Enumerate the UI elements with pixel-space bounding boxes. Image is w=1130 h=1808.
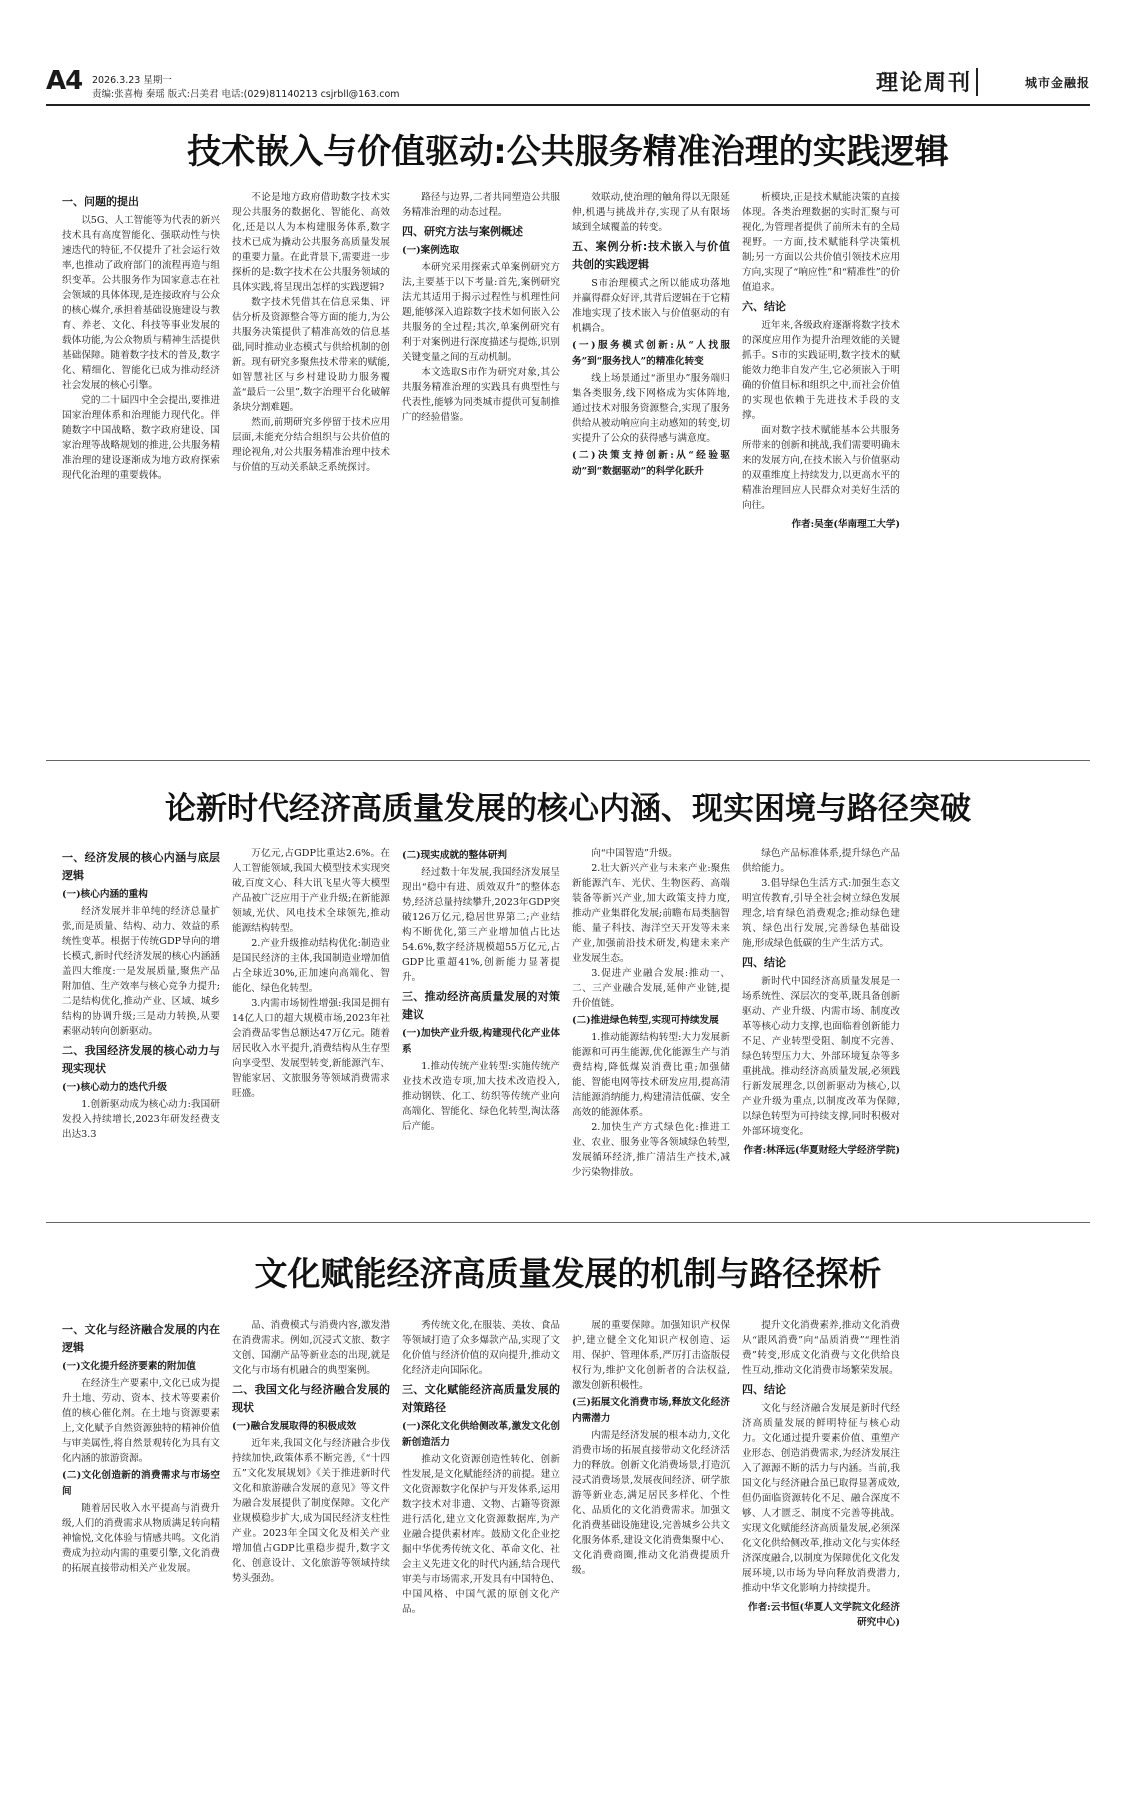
paper-name: 城市金融报 [1024,76,1090,90]
paragraph: 析模块,正是技术赋能决策的直接体现。各类治理数据的实时汇聚与可视化,为管理者提供了前所未有的全局视野。一方面,技术赋能科学决策机制;另一方面以公共价值引领技术应用方向,实现了“响应性”和“精准性”的价值追求。 [742,192,900,293]
page-header [46,66,1090,102]
author-byline: 作者:吴奎(华南理工大学) [791,519,900,530]
subsection-heading: (一)服务模式创新:从“人找服务”到“服务找人”的精准化转变 [572,340,730,367]
paragraph: 本研究采用探索式单案例研究方法,主要基于以下考量:首先,案例研究法尤其适用于揭示过程性与机理性问题,能够深入追踪数字技术如何嵌入公共服务的全过程;其次,单案例研究有利于对案例进行深度描述与提炼,识别关键变量之间的互动机制。 [402,262,560,363]
article-divider [46,1222,1090,1223]
author-byline: 作者:林泽远(华夏财经大学经济学院) [743,1145,900,1156]
date-line: 2026.3.23 星期一 [92,75,172,86]
section-heading: 一、问题的提出 [62,195,139,208]
paragraph: 经济发展并非单纯的经济总量扩张,而是质量、结构、动力、效益的系统性变革。根据于传统GDP导向的增长模式,新时代经济发展的核心内涵涵盖四大维度:一是发展质量,聚焦产品附加值、生产效率与核心竞争力提升;二是结构优化,推动产业、区域、城乡结构的协调升级;三是动力转换,从要素驱动转向创新驱动。 [62,906,220,1037]
subsection-heading: (一)核心内涵的重构 [62,889,148,900]
article-1-body [62,190,900,750]
paragraph: 不论是地方政府借助数字技术实现公共服务的数据化、智能化、高效化,还是以人为本构建服务体系,数字技术已成为撬动公共服务高质量发展的重要力量。在此背景下,需要进一步探析的是:数字技术在公共服务领域的具体实践,将呈现出怎样的实践逻辑? [232,192,390,293]
paragraph: 3.内需市场韧性增强:我国是拥有14亿人口的超大规模市场,2023年社会消费品零售总额达47万亿元。随着居民收入水平提升,消费结构从生存型向享受型、发展型转变,新能源汽车、智能家居、文旅服务等领域消费需求旺盛。 [232,998,390,1099]
subsection-heading: (二)推进绿色转型,实现可持续发展 [572,1015,719,1026]
section-heading: 三、推动经济高质量发展的对策建议 [402,990,560,1021]
header-rule [46,104,1090,106]
paragraph: 1.推动传统产业转型:实施传统产业技术改造专项,加大技术改造投入,推动钢铁、化工、纺织等传统产业向高端化、智能化、绿色化转型,淘汰落后产能。 [402,1061,560,1132]
paragraph: 线上场景通过“浙里办”服务端归集各类服务,线下网格成为实体阵地,通过技术对服务资源整合,实现了服务供给从被动响应向主动感知的转变,切实提升了公众的获得感与满意度。 [572,373,730,444]
article-title: 技术嵌入与价值驱动:公共服务精准治理的实践逻辑 [187,132,949,172]
paragraph: 向“中国智造”升级。 [591,848,678,859]
paragraph: 然而,前期研究多停留于技术应用层面,未能充分结合组织与公共价值的理论视角,对公共服务精准治理中技术与价值的互动关系缺乏系统探讨。 [232,417,390,473]
text-column [742,190,900,750]
text-column [232,846,390,1210]
subsection-heading: (二)决策支持创新:从“经验驱动”到“数据驱动”的科学化跃升 [572,450,730,477]
paragraph: S市治理模式之所以能成功落地并赢得群众好评,其背后逻辑在于它精准地实现了技术嵌入与价值驱动的有机耦合。 [572,278,730,334]
text-column [742,1318,900,1792]
section-heading: 一、经济发展的核心内涵与底层逻辑 [62,851,220,882]
paragraph: 1.创新驱动成为核心动力:我国研发投入持续增长,2023年研发经费支出达3.3 [62,1099,220,1140]
paragraph: 效联动,使治理的触角得以无限延伸,机遇与挑战并存,实现了从有限场域到全域覆盖的转变。 [572,192,730,233]
paragraph: 提升文化消费素养,推动文化消费从“跟风消费”向“品质消费”“理性消费”转变,形成文化消费与文化供给良性互动,推动文化消费市场繁荣发展。 [742,1320,900,1376]
paragraph: 新时代中国经济高质量发展是一场系统性、深层次的变革,既具备创新驱动、产业升级、内需市场、制度改革等核心动力支撑,也面临着创新能力不足、产业转型受阻、制度不完善、绿色转型压力大、外部环境复杂等多重挑战。推动经济高质量发展,必须践行新发展理念,以创新驱动为核心,以产业升级为重点,以制度改革为保障,以绿色转型为可持续支撑,同时积极对外部环境变化。 [742,976,900,1137]
subsection-heading: (三)拓展文化消费市场,释放文化经济内需潜力 [572,1397,730,1424]
paragraph: 品、消费模式与消费内容,激发潜在消费需求。例如,沉浸式文旅、数字文创、国潮产品等新业态的出现,就是文化与市场有机融合的典型案例。 [232,1320,390,1376]
paragraph: 内需是经济发展的根本动力,文化消费市场的拓展直接带动文化经济活力的释放。创新文化消费场景,打造沉浸式消费场景,发展夜间经济、研学旅游等新业态,满足居民多样化、个性化、品质化的文化消费需求。加强文化消费基础设施建设,完善城乡公共文化服务体系,建设文化消费集聚中心、文化消费商圈,推动文化消费提质升级。 [572,1430,730,1576]
article-3-body [62,1318,900,1792]
section-title: 理论周刊 [875,71,972,96]
paragraph: 数字技术凭借其在信息采集、评估分析及资源整合等方面的能力,为公共服务决策提供了精准高效的信息基础,同时推动业态模式与供给机制的创新。现有研究多聚焦技术带来的赋能,如智慧社区与乡村建设助力服务覆盖“最后一公里”,数字治理平台化破解条块分割难题。 [232,297,390,413]
paragraph: 面对数字技术赋能基本公共服务所带来的创新和挑战,我们需要明确未来的发展方向,在技术嵌入与价值驱动的双重维度上持续发力,以更高水平的精准治理回应人民群众对美好生活的向往。 [742,425,900,511]
article-title: 论新时代经济高质量发展的核心内涵、现实困境与路径突破 [165,791,971,827]
section-heading: 三、文化赋能经济高质量发展的对策路径 [402,1383,560,1414]
paragraph: 路径与边界,二者共同塑造公共服务精准治理的动态过程。 [402,192,560,218]
article-2-body [62,846,900,1210]
paragraph: 展的重要保障。加强知识产权保护,建立健全文化知识产权创造、运用、保护、管理体系,严厉打击盗版侵权行为,维护文化创新者的合法权益,激发创新积极性。 [572,1320,730,1391]
paragraph: 经过数十年发展,我国经济发展呈现出“稳中有进、质效双升”的整体态势,经济总量持续攀升,2023年GDP突破126万亿元,稳居世界第二;产业结构不断优化,第三产业增加值占比达54.6%,数字经济规模超55万亿元,占GDP比重超41%,创新能力显著提升。 [402,867,560,983]
subsection-heading: (一)加快产业升级,构建现代化产业体系 [402,1028,560,1055]
paragraph: 3.促进产业融合发展:推动一、二、三产业融合发展,延伸产业链,提升价值链。 [572,968,730,1009]
paragraph: 以5G、人工智能等为代表的新兴技术具有高度智能化、强联动性与快速迭代的特征,不仅提升了社会运行效率,也推动了政府部门的流程再造与组织变革。公共服务作为国家意志在社会领域的具体体现,是连接政府与公众的核心媒介,承担着基础设施建设与教育、养老、文化、科技等事业发展的载体功能,为公众物质与精神生活提供基础保障。随着数字技术的普及,数字化、精细化、智能化已成为推动经济社会发展的核心引擎。 [62,215,220,391]
text-column [232,1318,390,1792]
article-title: 文化赋能经济高质量发展的机制与路径探析 [254,1254,882,1293]
section-heading: 四、结论 [742,1383,786,1396]
text-column [402,846,560,1210]
paragraph: 绿色产品标准体系,提升绿色产品供给能力。 [742,848,900,874]
paragraph: 文化与经济融合发展是新时代经济高质量发展的鲜明特征与核心动力。文化通过提升要素价值、重塑产业形态、创造消费需求,为经济发展注入了源源不断的活力与内涵。当前,我国文化与经济融合虽已取得显著成效,但仍面临资源转化不足、融合深度不够、人才匮乏、制度不完善等挑战。实现文化赋能经济高质量发展,必须深化文化供给侧改革,推动文化与实体经济深度融合,以制度为保障优化文化发展环境,以市场为导向释放消费潜力,推动中华文化影响力持续提升。 [742,1403,900,1594]
paragraph: 2.加快生产方式绿色化:推进工业、农业、服务业等各领域绿色转型,发展循环经济,推广清洁生产技术,减少污染物排放。 [572,1122,730,1178]
text-column [402,1318,560,1792]
page-number: A4 [46,66,83,96]
subsection-heading: (一)深化文化供给侧改革,激发文化创新创造活力 [402,1421,560,1448]
section-heading: 六、结论 [742,300,786,313]
paragraph: 3.倡导绿色生活方式:加强生态文明宣传教育,引导全社会树立绿色发展理念,培育绿色消费观念;推动绿色建筑、绿色出行发展,完善绿色基础设施,形成绿色低碳的生产生活方式。 [742,878,900,949]
text-column [572,1318,730,1792]
paragraph: 2.产业升级推动结构优化:制造业是国民经济的主体,我国制造业增加值占全球近30%,正加速向高端化、智能化、绿色化转型。 [232,938,390,994]
author-byline: 作者:云书恒(华夏人文学院文化经济研究中心) [748,1602,900,1628]
paragraph: 近年来,各级政府逐渐将数字技术的深度应用作为提升治理效能的关键抓手。S市的实践证明,数字技术的赋能效力绝非自发产生,它必须嵌入于明确的价值目标和组织之中,而社会价值的实现也依赖于先进技术手段的支撑。 [742,320,900,421]
text-column [402,190,560,750]
paragraph: 秀传统文化,在服装、美妆、食品等领域打造了众多爆款产品,实现了文化价值与经济价值的双向提升,推动文化经济走向国际化。 [402,1320,560,1376]
paragraph: 本文选取S市作为研究对象,其公共服务精准治理的实践具有典型性与代表性,能够为同类城市提供可复制推广的经验借鉴。 [402,367,560,423]
section-heading: 五、案例分析:技术嵌入与价值共创的实践逻辑 [572,240,730,271]
editors-line: 责编:张喜梅 秦瑶 版式:吕美君 电话:(029)81140213 csjrbll@163.com [92,89,400,100]
paragraph: 1.推动能源结构转型:大力发展新能源和可再生能源,优化能源生产与消费结构,降低煤炭消费比重;加强储能、智能电网等技术研发应用,提高清洁能源消纳能力,构建清洁低碳、安全高效的能源体系。 [572,1032,730,1118]
section-heading: 四、研究方法与案例概述 [402,225,523,238]
paragraph: 万亿元,占GDP比重达2.6%。在人工智能领域,我国大模型技术实现突破,百度文心、科大讯飞星火等大模型产品被广泛应用于产业升级;在新能源领域,光伏、风电技术全球领先,推动能源结构转型。 [232,848,390,934]
paragraph: 党的二十届四中全会提出,要推进国家治理体系和治理能力现代化。伴随数字中国战略、数字政府建设、国家治理等战略规划的推进,公共服务精准治理的建设逐渐成为地方政府探索现代化治理的重要载体。 [62,395,220,481]
subsection-heading: (二)文化创造新的消费需求与市场空间 [62,1470,220,1497]
article-divider [46,760,1090,761]
subsection-heading: (一)文化提升经济要素的附加值 [62,1361,196,1372]
subsection-heading: (一)核心动力的迭代升级 [62,1082,168,1093]
header-divider [976,68,978,96]
subsection-heading: (一)融合发展取得的积极成效 [232,1421,357,1432]
paragraph: 推动文化资源创造性转化、创新性发展,是文化赋能经济的前提。建立文化资源数字化保护与开发体系,运用数字技术对非遗、文物、古籍等资源进行活化,建立文化资源数据库,为产业融合提供素材库。鼓励文化企业挖掘中华优秀传统文化、革命文化、社会主义先进文化的时代内涵,结合现代审美与市场需求,开发具有中国特色、中国风格、中国气派的原创文化产品。 [402,1454,560,1615]
section-heading: 四、结论 [742,956,786,969]
section-heading: 二、我国文化与经济融合发展的现状 [232,1383,390,1414]
paragraph: 在经济生产要素中,文化已成为提升土地、劳动、资本、技术等要素价值的核心催化剂。在土地与资源要素上,文化赋予自然资源独特的精神价值与审美属性,将自然景观转化为具有文化内涵的旅游资源。 [62,1378,220,1464]
text-column [62,190,220,750]
paragraph: 近年来,我国文化与经济融合步伐持续加快,政策体系不断完善,《“十四五”文化发展规划》《关于推进新时代文化和旅游融合发展的意见》等文件为融合发展提供了制度保障。文化产业规模稳步扩大,成为国民经济支柱性产业。2023年全国文化及相关产业增加值占GDP比重稳步提升,数字文化、创意设计、文化旅游等领域持续势头强劲。 [232,1438,390,1584]
paragraph: 2.壮大新兴产业与未来产业:聚焦新能源汽车、光伏、生物医药、高端装备等新兴产业,加大政策支持力度,推动产业集群化发展;前瞻布局类脑智能、量子科技、海洋空天开发等未来产业,加强前沿技术研发,构建未来产业发展生态。 [572,863,730,964]
text-column [62,846,220,1210]
subsection-heading: (二)现实成就的整体研判 [402,850,508,861]
text-column [742,846,900,1210]
text-column [572,190,730,750]
text-column [232,190,390,750]
paragraph: 随着居民收入水平提高与消费升级,人们的消费需求从物质满足转向精神愉悦,文化体验与情感共鸣。文化消费成为拉动内需的重要引擎,文化消费的拓展直接带动相关产业发展。 [62,1503,220,1574]
section-heading: 二、我国经济发展的核心动力与现实现状 [62,1044,220,1075]
text-column [62,1318,220,1792]
section-heading: 一、文化与经济融合发展的内在逻辑 [62,1323,220,1354]
text-column [572,846,730,1210]
subsection-heading: (一)案例选取 [402,245,460,256]
